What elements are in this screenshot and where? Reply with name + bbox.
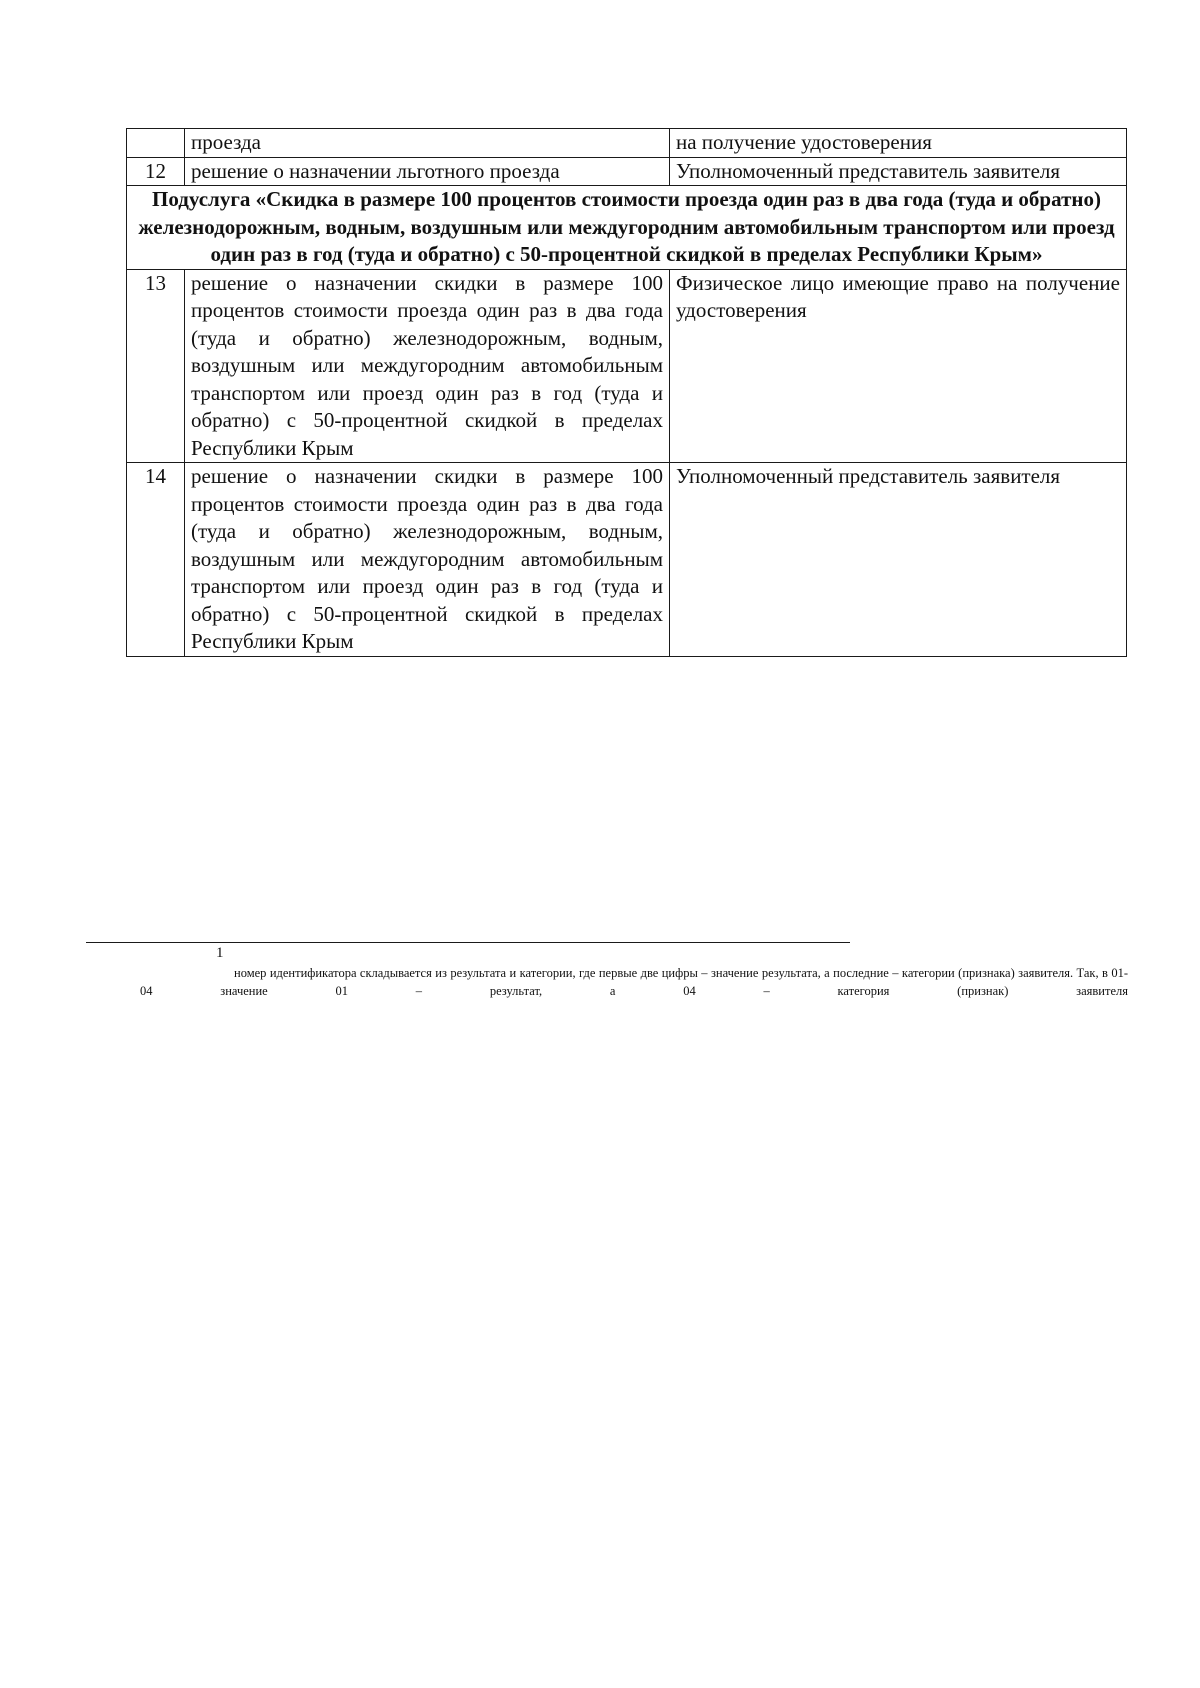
subservice-heading	[127, 186, 1127, 270]
results-table	[126, 128, 1127, 657]
result-cell: решение о назначении льготного проезда	[185, 157, 670, 186]
result-cell: решение о назначении скидки в размере 100 процентов стоимости проезда один раз в два года (туда и обратно) железнодорожным, водным, воздушным или междугородним автомобильным транспортом или проезд один раз в год (туда и обратно) с 50-процентной скидкой в пределах Республики Крым	[185, 269, 670, 463]
result-cell: проезда	[185, 129, 670, 158]
footnote-separator	[86, 942, 850, 943]
result-cell: решение о назначении скидки в размере 100 процентов стоимости проезда один раз в два года (туда и обратно) железнодорожным, водным, воздушным или междугородним автомобильным транспортом или проезд один раз в год (туда и обратно) с 50-процентной скидкой в пределах Республики Крым	[185, 463, 670, 657]
recipient-cell: Уполномоченный представитель заявителя	[670, 157, 1127, 186]
row-number: 12	[127, 157, 185, 186]
row-number-cell	[127, 129, 185, 158]
footnote-mark: 1	[216, 945, 224, 961]
recipient-cell: Физическое лицо имеющие право на получение удостоверения	[670, 269, 1127, 463]
footnote-text: номер идентификатора складывается из результата и категории, где первые две цифры – значение результата, а последние – категории (признака) заявителя. Так, в 01-04 значение 01 – результат, а 04 – категория (признак) заявителя	[140, 966, 1128, 998]
table-row-continuation	[127, 129, 1127, 158]
recipient-cell: на получение удостоверения	[670, 129, 1127, 158]
row-number: 13	[127, 269, 185, 463]
table-row-12	[127, 157, 1127, 186]
subservice-heading-text: Подуслуга «Скидка в размере 100 процентов стоимости проезда один раз в два года (туда и обратно) железнодорожным, водным, воздушным или междугородним автомобильным транспортом или проезд один раз в год (туда и обратно) с 50-процентной скидкой в пределах Республики Крым»	[138, 187, 1115, 266]
table-row-14	[127, 463, 1127, 657]
table-row-13	[127, 269, 1127, 463]
recipient-cell: Уполномоченный представитель заявителя	[670, 463, 1127, 657]
subservice-heading-row	[127, 186, 1127, 270]
row-number: 14	[127, 463, 185, 657]
